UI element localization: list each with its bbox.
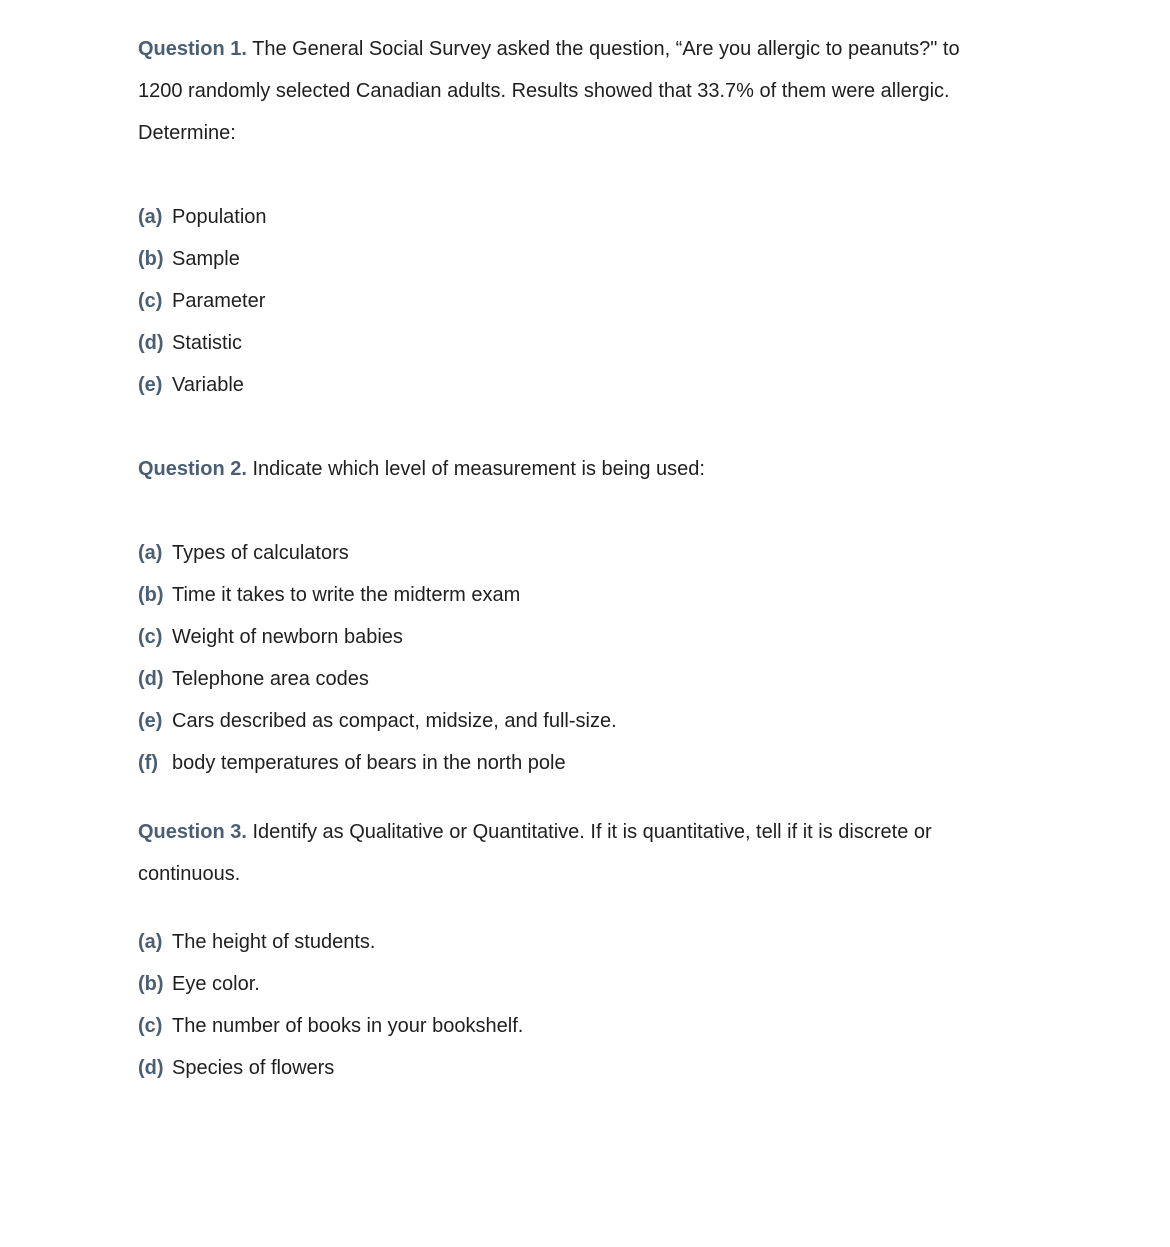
item-text: Statistic [172, 332, 243, 354]
question-2-item-d [138, 666, 369, 692]
item-text: Time it takes to write the midterm exam [172, 584, 521, 606]
item-text: Parameter [172, 290, 266, 312]
question-1-text-1: The General Social Survey asked the question, “Are you allergic to peanuts?" to [252, 38, 960, 60]
question-1-line-1 [138, 36, 960, 62]
question-3-text-1: Identify as Qualitative or Quantitative. If it is quantitative, tell if it is discrete or [252, 821, 932, 843]
question-2-label: Question 2. [138, 458, 247, 480]
question-1-item-a [138, 204, 267, 230]
question-2-item-c [138, 624, 403, 650]
item-letter: (a) [138, 931, 163, 953]
question-1-item-e [138, 372, 244, 398]
item-text: The height of students. [172, 931, 376, 953]
item-letter: (e) [138, 374, 163, 396]
item-letter: (f) [138, 752, 158, 774]
item-text: Eye color. [172, 973, 260, 995]
item-letter: (c) [138, 626, 163, 648]
item-text: Weight of newborn babies [172, 626, 403, 648]
item-letter: (c) [138, 1015, 163, 1037]
question-1-line-3: Determine: [138, 122, 236, 144]
question-1-label: Question 1. [138, 38, 247, 60]
question-2-item-b [138, 582, 520, 608]
item-letter: (e) [138, 710, 163, 732]
item-text: The number of books in your bookshelf. [172, 1015, 524, 1037]
item-text: Population [172, 206, 267, 228]
question-3-label: Question 3. [138, 821, 247, 843]
item-text: Cars described as compact, midsize, and full-size. [172, 710, 617, 732]
question-3-item-c [138, 1013, 523, 1039]
item-text: Species of flowers [172, 1057, 335, 1079]
question-1-item-d [138, 330, 242, 356]
item-letter: (c) [138, 290, 163, 312]
question-1-item-c [138, 288, 265, 314]
question-2-text-1: Indicate which level of measurement is being used: [252, 458, 705, 480]
item-letter: (d) [138, 1057, 164, 1079]
question-2-line-1 [138, 456, 705, 482]
item-letter: (a) [138, 206, 163, 228]
question-2-item-f [138, 750, 566, 776]
item-text: Sample [172, 248, 240, 270]
question-1-item-b [138, 246, 240, 272]
question-3-item-d [138, 1055, 334, 1081]
item-text: Telephone area codes [172, 668, 369, 690]
question-2-item-e [138, 708, 617, 734]
question-3-line-1 [138, 819, 932, 845]
item-letter: (d) [138, 332, 164, 354]
question-3-line-2: continuous. [138, 863, 241, 885]
item-letter: (b) [138, 973, 164, 995]
item-letter: (a) [138, 542, 163, 564]
question-3-item-a [138, 929, 375, 955]
question-1-line-2: 1200 randomly selected Canadian adults. Results showed that 33.7% of them were allergic. [138, 80, 950, 102]
item-text: body temperatures of bears in the north pole [172, 752, 566, 774]
item-text: Types of calculators [172, 542, 349, 564]
item-text: Variable [172, 374, 244, 396]
question-2-item-a [138, 540, 349, 566]
item-letter: (d) [138, 668, 164, 690]
item-letter: (b) [138, 584, 164, 606]
question-3-item-b [138, 971, 260, 997]
item-letter: (b) [138, 248, 164, 270]
